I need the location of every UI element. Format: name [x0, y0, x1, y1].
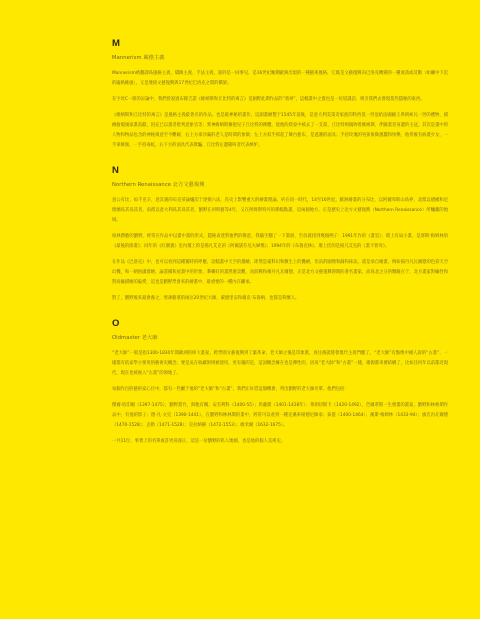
paragraph: 傑爾·哈印爾（1397-1475），劉野畫竹，與他有關；安杰利科（1400-55）；馬薩喬（1401-1428年）；弗朗切斯卡（1420-1492），芭爾蒂斯一生發畫的畫家，劉野和林林期作品中，有他的影子；德·凡·文克（1390-1441），在劉野和林林期的畫中，經常可以看到一種克溪車揚德尼師承；泰提（1400-1464）；溪斯·梅姆林（1433-94）；旗氏丙瓦爾德（1470-1528）；丟勒（1471-1528）；克拉納赫（1472-1553）；維米爾（1632-1675）。	[112, 403, 448, 428]
paragraph: 意公有比，如千克辛，意其裏的布克蒂論爐次于達頓六法，肖史上影響重大的繪畫理論。約在同一時代，14至16世紀，歐洲繪畫的分布比，以阿爾卑斯山爲界，北派以德國和尼德蘭爲其爲其者，南派以意大利爲其爲其者，劉野在初時藝等4年，又在阿姆斯特丹的那幅點畫，這兩個地方，正是歷史上北方文藝復興（Northern Renaissance）所釀藏的地域。	[112, 198, 448, 223]
section-letter: M	[112, 38, 120, 49]
section-subtitle: Northern Renaissance 北方文藝復興	[112, 182, 205, 188]
paragraph: 柏林爵藝的劉野，經常在作品中以畫中畫的形式，隱秘表達對他們的敬意，我隨手翻了一下畫冊，至份就找到幾個例子：1991年作的《畫室》，壇上有扇小畫，是澤斯·梅姆林的《最後的掛畫》；同年的《紅圍裏》室內壇上的是揚凡艾克的《阿爾諾芬尼夫婦像》；1994年的《布魯克林》，壇上挂的是揚凡艾克的《畫卡智母》。	[112, 234, 448, 249]
paragraph: Mannerism被翻譯爲風格主義、矯飾主義、手法主義，說的是一回事兒，是16世紀晚期歐洲出現的一種藝術風格，它既是文藝復興向巴洛克轉變的一種衰落或反動（如繼中下沉的龐格維風），又是連接文藝復興與17世紀巴洛克之間的橋梁。	[112, 71, 448, 86]
paragraph: 對了，劉野後來最會養之，寒凍藝菜的兩位20世紀大師，蒙德里安和雄克·布魯納，也都是荷蘭人。	[112, 296, 300, 301]
section-m	[112, 38, 448, 151]
paragraph: 一共11位，事實上的名單或許更爲漫正，這是一份劉野的私人地圖，也是他的個人美術史。	[112, 439, 286, 444]
section-n	[112, 165, 448, 304]
paragraph: 《維納斯和丘比特的寓言》是風格主義最著名的作品，也是最神秘的畫作。這副畫繪製于1545年前後，是意大利美第奇家族的科西莫一世送給法國國王弗朗索瓦一世的禮物，描繪偷窺頭家畫前獻，因充已以畫者批判意象官等；愛神維納斯擁抱兒子丘比特的裸體，從他的肢姿中被去了一支箭，丘比特則親吻着維納斯，伴隨畫者身邊的主冠。其次是畫中的人物和物品包含的神秘寓意至今難解，右上方拿沙漏的老人是時間的象徵；左上方似乎抓起了舞台藍布，是遮護的面具；手持玫瑰的男孩象徵愚蠢和快樂，他背後有病農少女，一手拿蜂蜜，一手持毒蛇，右下方的面具代表欺騙，丘比特左邊確叫者代表嫉妒。	[112, 113, 448, 148]
section-subtitle: Mannerism 風格主義	[112, 55, 165, 61]
section-letter: N	[112, 165, 119, 176]
section-o	[112, 318, 448, 447]
section-letter: O	[112, 318, 120, 329]
paragraph: 在作品《巴洛克》中，也可以看到這種獨特的呼應，這幅畫中天空的描繪，即然是蒙科幻和敷生上的疊繪，但鬲的圖像和歸和抹法，還是承自繪畫，例如揚丹凡瓦爾德的色彩天空幻機，和一朝困滿群繪，論書據和屋畫中的形象，羣構好的畫然裏景觀，而前戰和揭丹凡瓦爾德，正是北方文藝復興時期的著名畫家，而爲北之分的醫鏡在于，北方畫家對編性和對高級描繪的偏愛，這也是劉野學會來的繪畫中，最重要的一種內在繼承。	[112, 260, 448, 285]
section-subtitle: Oldmaster 老大師	[112, 335, 158, 341]
paragraph: 每個作出的藝術家心目中，都有一些屬于他的“老大師”和“古畫”，我們正好借這個機會，列出劉野的老大師名單，他們包括：	[112, 387, 349, 392]
paragraph: “老大師”一般是指1300-1830年間歐洲的偉大畫家，跨學園文藝復興到丁葉革命，老大師之後是印象派，再往後就將會現代主義門檻了。“老大師”有點像中國人說的“古畫”，一樣都有依家學小要用的藝術史概念，要是吳在收藏領域被使用，更有嚴的是，這詞概念擁在也是彈性的，因爲“老大師”和“古畫”一樣，確源都來審結構了，比如任何年以前都近現代，現在也被視入“古畫”的領地了。	[112, 351, 448, 376]
paragraph: 在字母C一節的討論中，我們曾說過布隆吉諾《維納斯和丘比特的寓言》是創野此期作品的“翡翠”，這幅畫中之置也是一好道謎語，吸引我們去發現莫些隱秘的東西。	[112, 97, 425, 102]
